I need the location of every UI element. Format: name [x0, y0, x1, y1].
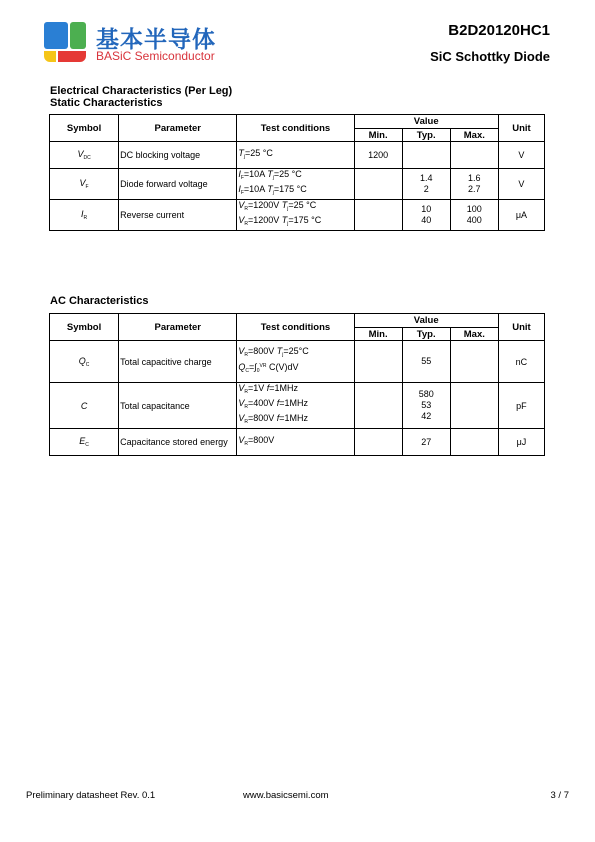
- table-row: [50, 142, 545, 169]
- condition-line: [238, 215, 352, 230]
- parameter-cell: Reverse current: [119, 200, 237, 231]
- header-symbol: Symbol: [50, 314, 119, 341]
- parameter-cell: Total capacitive charge: [119, 341, 237, 383]
- header-value: Value: [354, 314, 498, 328]
- condition-value: =1V: [247, 383, 267, 393]
- condition-symbol: V: [238, 434, 245, 445]
- symbol-subscript: C: [85, 442, 89, 448]
- brand-name-chinese: 基本半导体: [96, 27, 216, 53]
- typ-value-cell: [402, 142, 450, 169]
- symbol-letter: V: [77, 149, 84, 159]
- condition-subscript: j: [287, 221, 289, 227]
- symbol-letter: E: [79, 436, 86, 446]
- condition-subscript: R: [244, 352, 248, 358]
- min-value-cell: [354, 169, 402, 200]
- test-conditions-cell: [237, 169, 354, 200]
- condition-value: C(V)dV: [266, 362, 299, 372]
- table-row: [50, 169, 545, 200]
- condition-line: [238, 200, 352, 215]
- condition-symbol: V: [238, 346, 245, 356]
- typ-value-cell: 1.4 2: [402, 169, 450, 200]
- condition-symbol: I: [238, 184, 241, 194]
- parameter-cell: DC blocking voltage: [119, 142, 237, 169]
- condition-value: =25 °C: [288, 200, 317, 210]
- condition-value: =1200V: [247, 215, 282, 225]
- symbol-cell: [50, 383, 119, 429]
- condition-value: =175 °C: [273, 184, 307, 194]
- max-value-cell: [450, 429, 498, 456]
- min-value-cell: [354, 200, 402, 231]
- parameter-cell: Total capacitance: [119, 383, 237, 429]
- condition-line: [238, 361, 352, 377]
- condition-symbol: f: [276, 413, 280, 423]
- symbol-subscript: DC: [83, 155, 91, 161]
- unit-cell: pF: [498, 383, 544, 429]
- condition-symbol: V: [238, 413, 245, 423]
- min-value-cell: 1200: [354, 142, 402, 169]
- condition-subscript: R: [244, 389, 248, 395]
- footer-revision: Preliminary datasheet Rev. 0.1: [26, 790, 156, 801]
- static-characteristics-title: Static Characteristics: [50, 97, 163, 109]
- condition-symbol: T: [276, 346, 283, 356]
- table-row: [50, 383, 545, 429]
- table-row: [50, 429, 545, 456]
- logo-yellow-block: [44, 51, 56, 62]
- condition-line: [238, 346, 352, 361]
- condition-value: =800V: [247, 346, 277, 356]
- unit-cell: V: [498, 142, 544, 169]
- header-unit: Unit: [498, 314, 544, 341]
- condition-line: [238, 383, 352, 398]
- symbol-cell: [50, 429, 119, 456]
- condition-value: =10A: [243, 169, 268, 179]
- min-value-cell: [354, 341, 402, 383]
- min-value-cell: [354, 383, 402, 429]
- header-max: Max.: [450, 328, 498, 341]
- symbol-letter: Q: [78, 355, 86, 366]
- static-characteristics-table: [49, 114, 545, 231]
- symbol-letter: C: [80, 400, 88, 411]
- condition-value: =800V: [247, 413, 277, 423]
- condition-value: =1MHz: [269, 383, 299, 393]
- test-conditions-cell: [237, 142, 354, 169]
- condition-symbol: T: [267, 184, 273, 194]
- condition-symbol: V: [238, 215, 245, 225]
- max-value-cell: 100 400: [450, 200, 498, 231]
- header-max: Max.: [450, 129, 498, 142]
- condition-line: [238, 398, 352, 413]
- header-parameter: Parameter: [119, 115, 237, 142]
- part-number: B2D20120HC1: [448, 22, 550, 39]
- condition-subscript: j: [243, 153, 245, 160]
- parameter-cell: Diode forward voltage: [119, 169, 237, 200]
- integral-lower-limit: 0: [256, 368, 260, 374]
- condition-symbol: I: [238, 169, 241, 179]
- condition-value: =400V: [247, 398, 277, 408]
- condition-value: =∫: [248, 362, 257, 372]
- header-typ: Typ.: [402, 328, 450, 341]
- max-value-cell: [450, 383, 498, 429]
- condition-line: [238, 184, 352, 199]
- logo-red-block: [58, 51, 86, 62]
- condition-value: =1200V: [247, 200, 282, 210]
- condition-symbol: V: [238, 200, 245, 210]
- unit-cell: μA: [498, 200, 544, 231]
- symbol-cell: [50, 142, 119, 169]
- footer-website-link[interactable]: www.basicsemi.com: [243, 790, 329, 801]
- condition-value: =25 °C: [244, 147, 273, 158]
- unit-cell: V: [498, 169, 544, 200]
- test-conditions-cell: [237, 200, 354, 231]
- symbol-cell: [50, 200, 119, 231]
- logo-green-block: [70, 22, 86, 49]
- condition-value: =1MHz: [279, 398, 309, 408]
- condition-symbol: f: [276, 398, 280, 408]
- condition-subscript: R: [244, 419, 248, 425]
- condition-symbol: Q: [238, 362, 246, 372]
- typ-value-cell: 10 40: [402, 200, 450, 231]
- header-test-conditions: Test conditions: [237, 115, 354, 142]
- condition-symbol: T: [238, 147, 244, 158]
- max-value-cell: [450, 142, 498, 169]
- integral-upper-limit: VR: [259, 363, 267, 369]
- condition-symbol: T: [267, 169, 273, 179]
- min-value-cell: [354, 429, 402, 456]
- test-conditions-cell: [237, 429, 354, 456]
- symbol-subscript: R: [83, 215, 88, 221]
- brand-name-english: BASiC Semiconductor: [96, 49, 215, 63]
- condition-value: =1MHz: [279, 413, 309, 423]
- condition-subscript: R: [244, 440, 248, 447]
- device-type: SiC Schottky Diode: [430, 49, 550, 64]
- condition-line: [238, 413, 352, 428]
- typ-value-cell: 27: [402, 429, 450, 456]
- test-conditions-cell: [237, 383, 354, 429]
- condition-symbol: T: [281, 200, 288, 210]
- footer-page-number: 3 / 7: [550, 790, 569, 801]
- header-symbol: Symbol: [50, 115, 119, 142]
- table-row: [50, 200, 545, 231]
- header-value: Value: [354, 115, 498, 129]
- condition-subscript: j: [282, 352, 284, 358]
- condition-symbol: f: [266, 383, 270, 393]
- condition-subscript: j: [272, 175, 274, 181]
- condition-value: =800V: [247, 434, 275, 445]
- ac-characteristics-title: AC Characteristics: [50, 295, 149, 307]
- condition-line: [238, 435, 352, 450]
- condition-subscript: R: [244, 404, 248, 410]
- condition-subscript: F: [240, 190, 244, 196]
- condition-subscript: j: [287, 206, 289, 212]
- symbol-subscript: F: [85, 184, 89, 190]
- condition-subscript: F: [240, 175, 244, 181]
- typ-value-cell: 580 53 42: [402, 383, 450, 429]
- header-parameter: Parameter: [119, 314, 237, 341]
- condition-symbol: V: [238, 383, 245, 393]
- table-row: [50, 341, 545, 383]
- unit-cell: μJ: [498, 429, 544, 456]
- ac-characteristics-table: [49, 313, 545, 456]
- condition-value: =25 °C: [273, 169, 302, 179]
- header-typ: Typ.: [402, 129, 450, 142]
- condition-subscript: j: [272, 190, 274, 196]
- condition-subscript: C: [245, 368, 249, 374]
- condition-subscript: R: [244, 206, 248, 212]
- condition-symbol: V: [238, 398, 245, 408]
- condition-line: [238, 148, 352, 163]
- condition-symbol: T: [281, 215, 288, 225]
- logo-blue-block: [44, 22, 68, 49]
- condition-subscript: R: [244, 221, 248, 227]
- condition-line: [238, 169, 352, 184]
- company-logo: [44, 22, 86, 62]
- max-value-cell: 1.6 2.7: [450, 169, 498, 200]
- condition-value: =25°C: [283, 346, 309, 356]
- symbol-cell: [50, 169, 119, 200]
- test-conditions-cell: [237, 341, 354, 383]
- header-unit: Unit: [498, 115, 544, 142]
- condition-value: =175 °C: [288, 215, 322, 225]
- symbol-subscript: C: [85, 361, 90, 368]
- parameter-cell: Capacitance stored energy: [119, 429, 237, 456]
- symbol-cell: [50, 341, 119, 383]
- unit-cell: nC: [498, 341, 544, 383]
- header-min: Min.: [354, 129, 402, 142]
- header-test-conditions: Test conditions: [237, 314, 354, 341]
- symbol-letter: I: [80, 209, 84, 219]
- electrical-characteristics-title: Electrical Characteristics (Per Leg): [50, 85, 233, 97]
- max-value-cell: [450, 341, 498, 383]
- symbol-letter: V: [79, 178, 86, 188]
- condition-value: =10A: [243, 184, 268, 194]
- header-min: Min.: [354, 328, 402, 341]
- typ-value-cell: 55: [402, 341, 450, 383]
